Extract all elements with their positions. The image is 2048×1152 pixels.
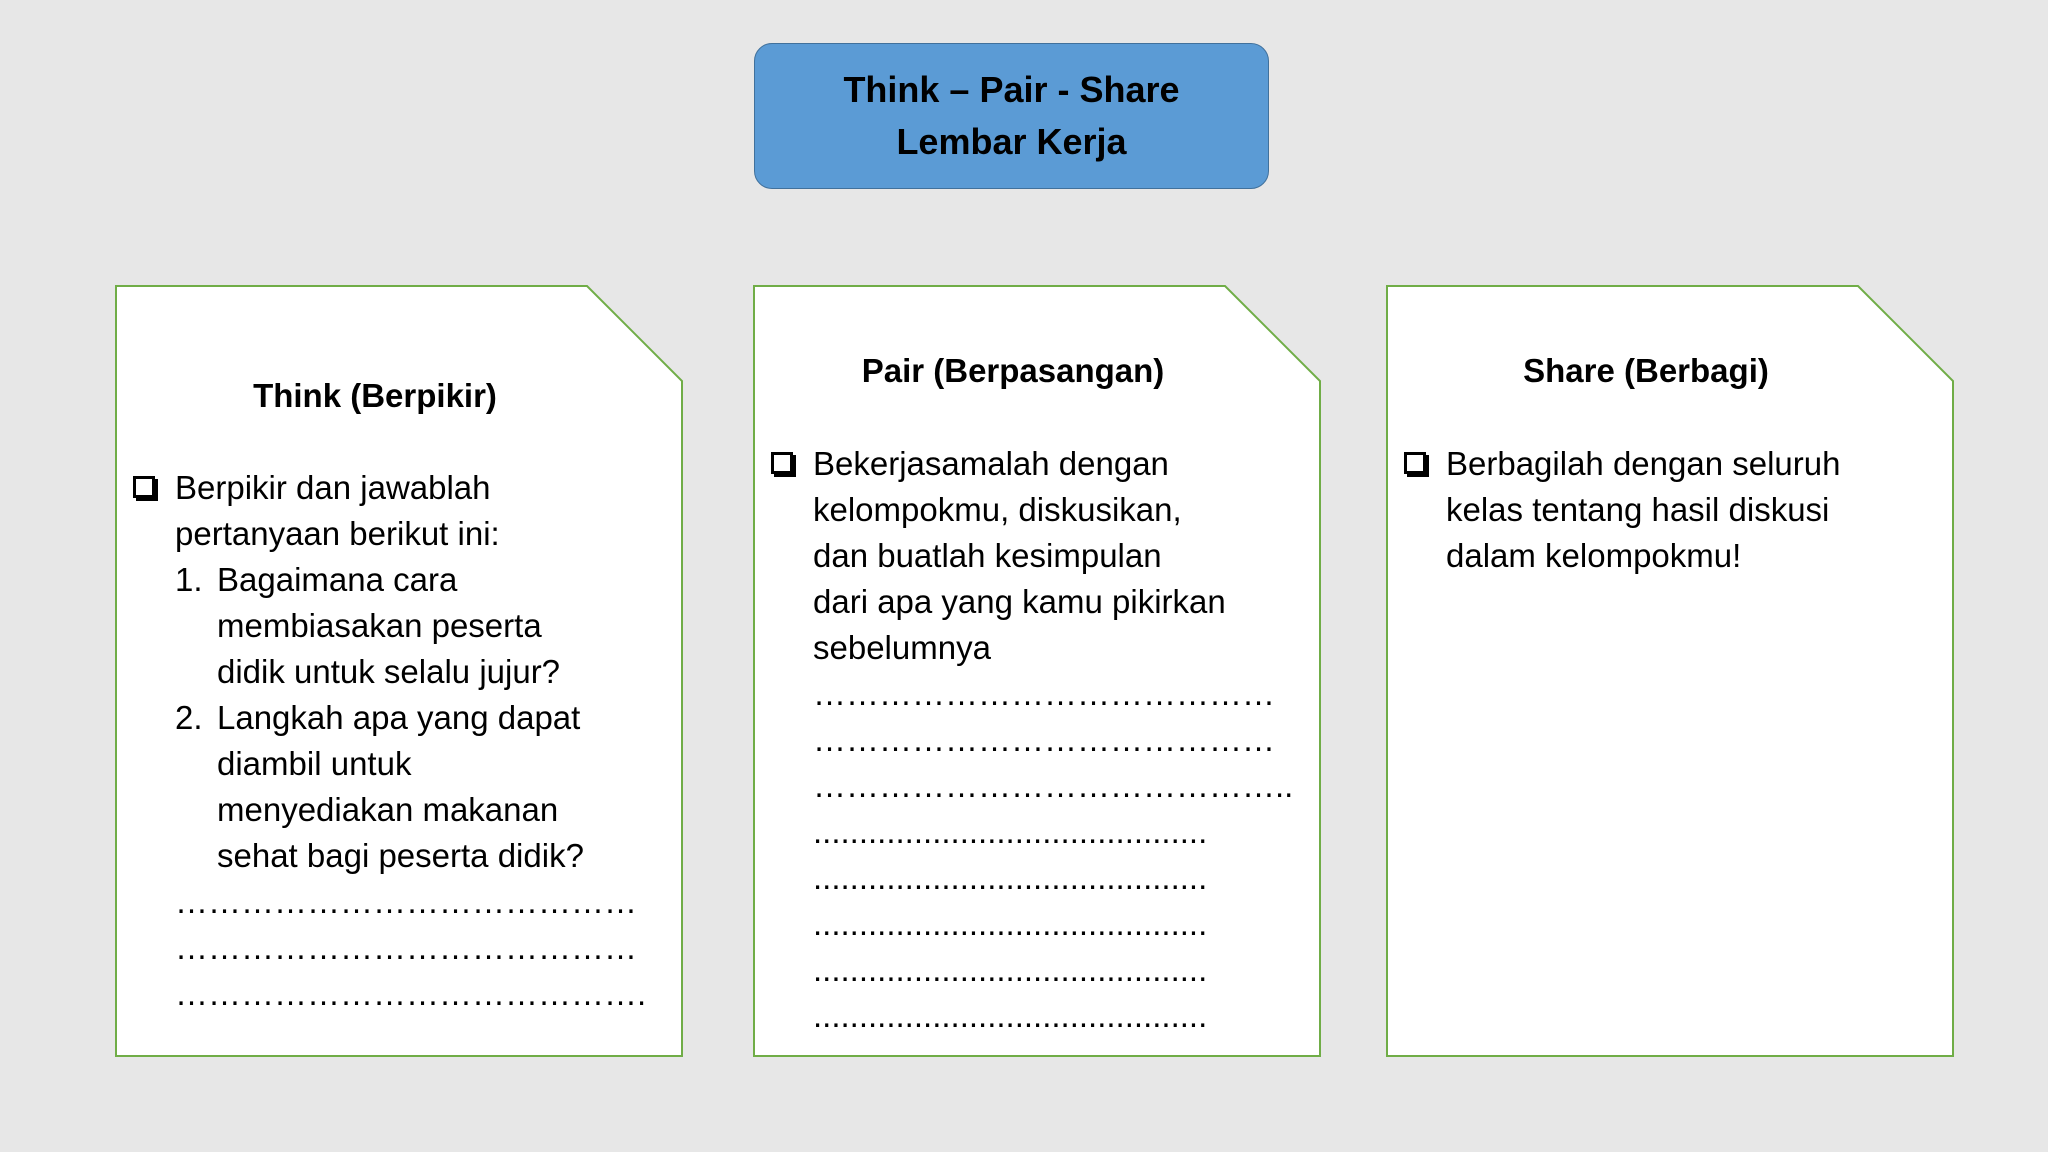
pair-bullet-line: dari apa yang kamu pikirkan bbox=[813, 583, 1226, 620]
pair-card bbox=[753, 285, 1322, 1057]
pair-bullet-line: dan buatlah kesimpulan bbox=[813, 537, 1162, 574]
share-bullet-line: dalam kelompokmu! bbox=[1446, 537, 1742, 574]
share-bullet-line: Berbagilah dengan seluruh bbox=[1446, 445, 1841, 482]
answer-dots: …………………………………… bbox=[175, 883, 637, 920]
share-heading: Share (Berbagi) bbox=[1523, 352, 1769, 389]
pair-bullet-line: Bekerjasamalah dengan bbox=[813, 445, 1169, 482]
pair-bullet-line: kelompokmu, diskusikan, bbox=[813, 491, 1182, 528]
answer-dots: ........................................... bbox=[813, 859, 1208, 896]
pair-bullet-line: sebelumnya bbox=[813, 629, 991, 666]
pair-bullet-block bbox=[771, 441, 1311, 1039]
think-heading: Think (Berpikir) bbox=[253, 377, 497, 414]
think-bullet-line: Berpikir dan jawablah bbox=[175, 469, 491, 506]
think-bullet-block bbox=[133, 465, 673, 1017]
question-line: membiasakan peserta bbox=[217, 607, 542, 644]
think-question-1 bbox=[175, 557, 673, 695]
think-card bbox=[115, 285, 684, 1057]
question-line: sehat bagi peserta didik? bbox=[217, 837, 584, 874]
share-bullet-line: kelas tentang hasil diskusi bbox=[1446, 491, 1830, 528]
answer-dots: ........................................... bbox=[813, 905, 1208, 942]
checkbox-icon bbox=[771, 452, 793, 474]
checkbox-icon bbox=[1404, 452, 1426, 474]
question-line: menyediakan makanan bbox=[217, 791, 559, 828]
title-line-2: Lembar Kerja bbox=[896, 121, 1127, 162]
question-line: Langkah apa yang dapat bbox=[217, 699, 581, 736]
share-bullet-block bbox=[1404, 441, 1944, 579]
think-bullet-line: pertanyaan berikut ini: bbox=[175, 515, 500, 552]
answer-dots: …………………………………… bbox=[813, 675, 1275, 712]
question-number: 1. bbox=[175, 561, 203, 598]
answer-dots: ........................................... bbox=[813, 997, 1208, 1034]
answer-dots: …………………………………….. bbox=[813, 767, 1294, 804]
answer-dots: ……………………………………. bbox=[175, 975, 647, 1012]
answer-dots: ........................................... bbox=[813, 951, 1208, 988]
answer-dots: ........................................... bbox=[813, 813, 1208, 850]
question-line: diambil untuk bbox=[217, 745, 412, 782]
question-number: 2. bbox=[175, 699, 203, 736]
question-line: didik untuk selalu jujur? bbox=[217, 653, 561, 690]
checkbox-icon bbox=[133, 476, 155, 498]
answer-dots: …………………………………… bbox=[175, 929, 637, 966]
title-line-1: Think – Pair - Share bbox=[843, 69, 1180, 110]
pair-heading: Pair (Berpasangan) bbox=[861, 352, 1165, 389]
think-question-2 bbox=[175, 695, 673, 879]
question-line: Bagaimana cara bbox=[217, 561, 458, 598]
share-card bbox=[1386, 285, 1955, 1057]
answer-dots: …………………………………… bbox=[813, 721, 1275, 758]
title-box bbox=[754, 43, 1269, 189]
